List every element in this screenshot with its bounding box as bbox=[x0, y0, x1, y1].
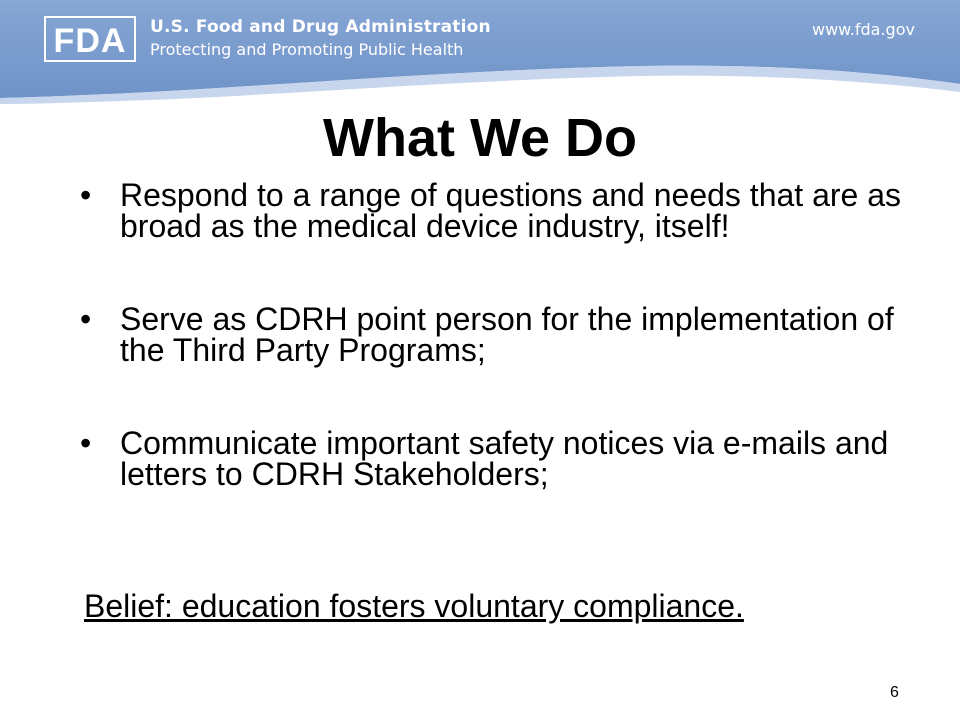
page-number: 6 bbox=[890, 684, 899, 701]
website-link[interactable]: www.fda.gov bbox=[812, 20, 915, 39]
bullet-text: Communicate important safety notices via e-mails and letters to CDRH Stakeholders; bbox=[120, 425, 889, 492]
org-name: U.S. Food and Drug Administration bbox=[150, 17, 491, 37]
bullet-item bbox=[80, 177, 930, 244]
fda-logo bbox=[44, 16, 136, 62]
org-tagline: Protecting and Promoting Public Health bbox=[150, 40, 464, 59]
bullet-item bbox=[80, 425, 930, 492]
slide-title: What We Do bbox=[323, 108, 637, 168]
bullet-dot: • bbox=[80, 177, 92, 213]
belief-statement: Belief: education fosters voluntary compliance. bbox=[84, 588, 744, 624]
bullet-text: Serve as CDRH point person for the implementation of the Third Party Programs; bbox=[120, 301, 894, 368]
bullet-item bbox=[80, 301, 930, 368]
svg-text:FDA: FDA bbox=[53, 22, 127, 60]
bullet-dot: • bbox=[80, 301, 92, 337]
bullet-text: Respond to a range of questions and needs that are as broad as the medical device industry, itself! bbox=[120, 177, 901, 244]
bullet-list bbox=[80, 177, 930, 492]
header-banner bbox=[0, 0, 960, 110]
bullet-dot: • bbox=[80, 425, 92, 461]
